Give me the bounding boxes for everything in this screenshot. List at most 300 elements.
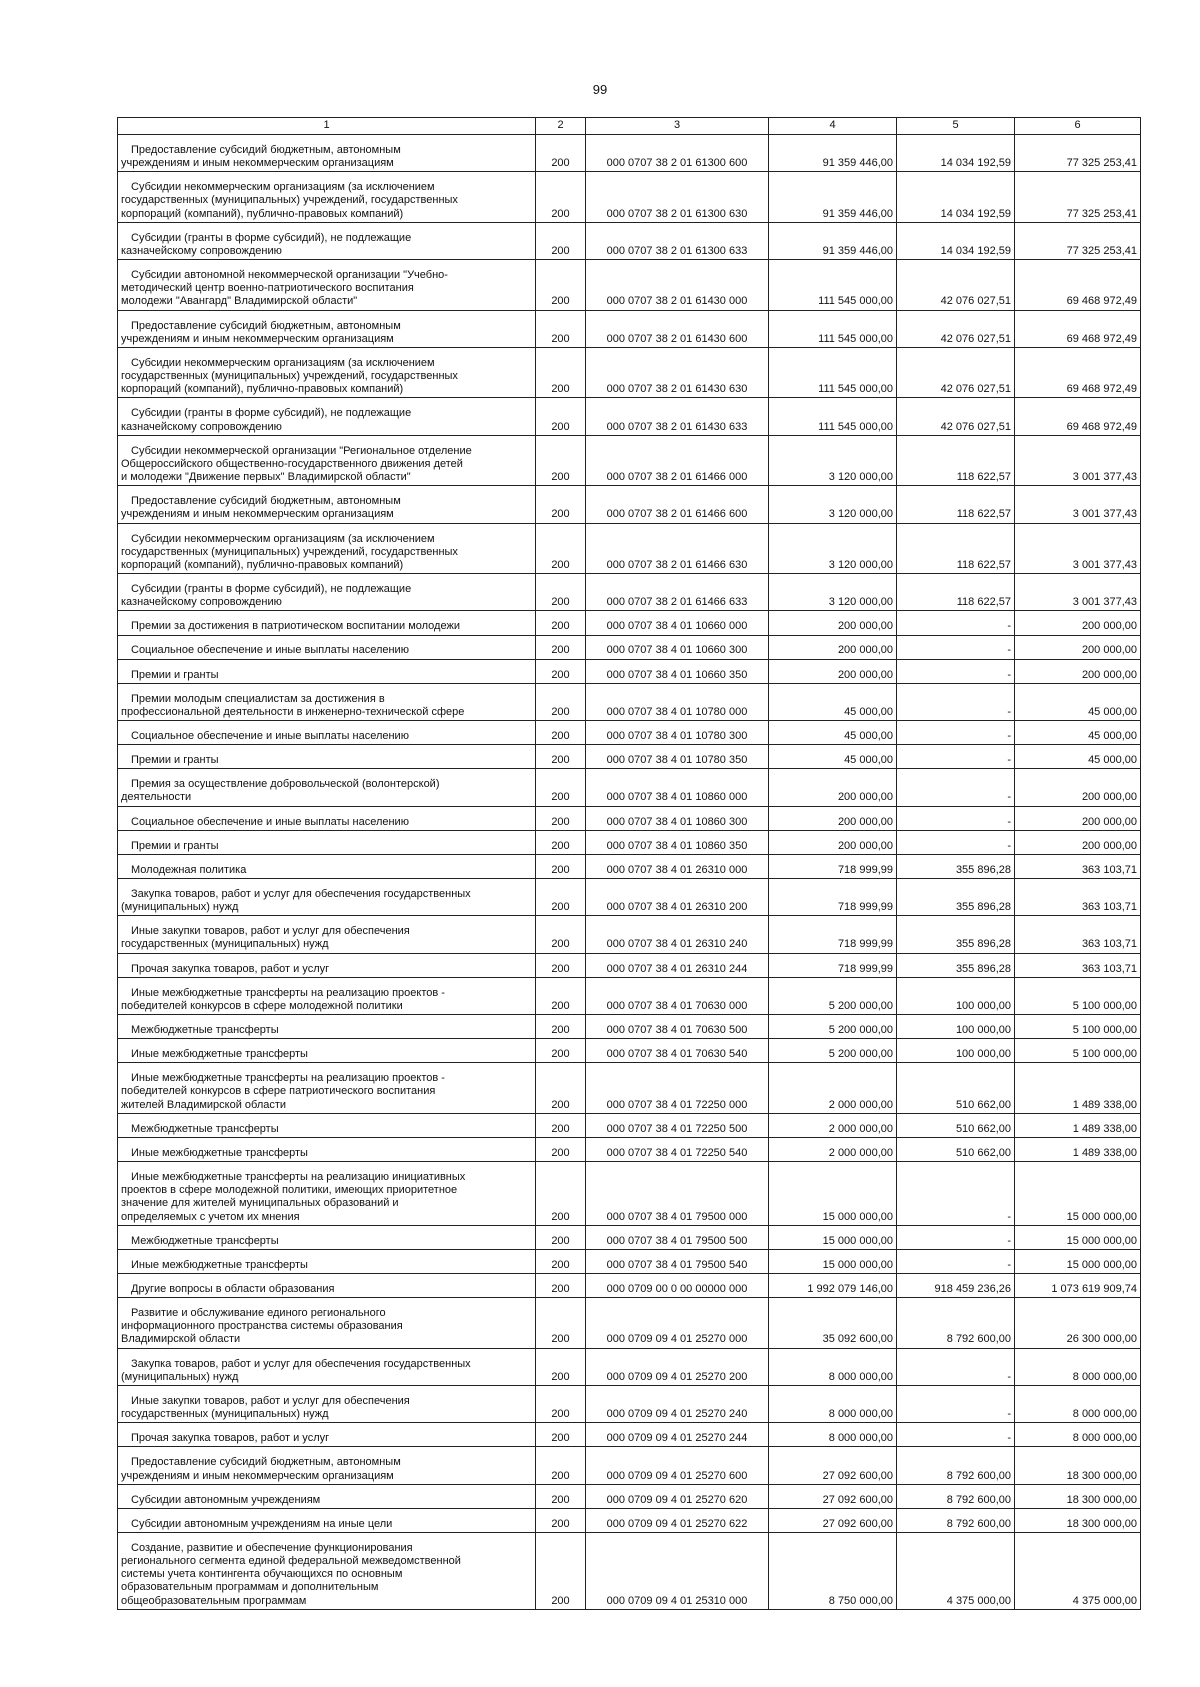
row-col6: 3 001 377,43 <box>1015 574 1141 611</box>
row-col6: 18 300 000,00 <box>1015 1447 1141 1484</box>
row-csr: 000 0709 09 4 01 25270 000 <box>586 1298 769 1349</box>
row-col5: 355 896,28 <box>897 854 1015 878</box>
table-row <box>118 1532 1141 1609</box>
row-col6: 77 325 253,41 <box>1015 135 1141 172</box>
row-name: Субсидии (гранты в форме субсидий), не подлежащие казначейскому сопровождению <box>118 398 536 435</box>
row-name: Иные межбюджетные трансферты на реализацию проектов - победителей конкурсов в сфере молодежной политики <box>118 977 536 1014</box>
row-name: Субсидии некоммерческим организациям (за исключением государственных (муниципальных) учреждений, государственных корпораций (компаний), публично-правовых компаний) <box>118 523 536 574</box>
row-name: Иные межбюджетные трансферты на реализацию проектов - победителей конкурсов в сфере патриотического воспитания жителей Владимирской области <box>118 1063 536 1114</box>
row-col5: - <box>897 1385 1015 1422</box>
row-col4: 8 000 000,00 <box>769 1423 897 1447</box>
row-name: Премии и гранты <box>118 659 536 683</box>
table-row <box>118 1274 1141 1298</box>
row-col5: 918 459 236,26 <box>897 1274 1015 1298</box>
row-col4: 91 359 446,00 <box>769 172 897 223</box>
row-col5: - <box>897 1249 1015 1273</box>
row-col5: - <box>897 1348 1015 1385</box>
row-csr: 000 0707 38 4 01 10780 300 <box>586 721 769 745</box>
row-col5: 510 662,00 <box>897 1063 1015 1114</box>
table-row <box>118 1348 1141 1385</box>
table-row <box>118 916 1141 953</box>
row-col6: 4 375 000,00 <box>1015 1532 1141 1609</box>
header-col-3: 3 <box>586 118 769 135</box>
row-col4: 15 000 000,00 <box>769 1162 897 1226</box>
row-col6: 1 489 338,00 <box>1015 1063 1141 1114</box>
row-name: Премии и гранты <box>118 745 536 769</box>
row-name: Закупка товаров, работ и услуг для обеспечения государственных (муниципальных) нужд <box>118 879 536 916</box>
row-col5: - <box>897 769 1015 806</box>
row-col6: 8 000 000,00 <box>1015 1423 1141 1447</box>
table-row <box>118 1423 1141 1447</box>
row-name: Прочая закупка товаров, работ и услуг <box>118 953 536 977</box>
row-col4: 111 545 000,00 <box>769 398 897 435</box>
row-csr: 000 0707 38 2 01 61300 600 <box>586 135 769 172</box>
row-col5: 100 000,00 <box>897 1015 1015 1039</box>
row-name: Иные межбюджетные трансферты <box>118 1249 536 1273</box>
row-csr: 000 0709 09 4 01 25270 600 <box>586 1447 769 1484</box>
row-col6: 8 000 000,00 <box>1015 1348 1141 1385</box>
row-code: 200 <box>536 1484 586 1508</box>
row-col4: 15 000 000,00 <box>769 1249 897 1273</box>
row-name: Предоставление субсидий бюджетным, автономным учреждениям и иным некоммерческим организациям <box>118 486 536 523</box>
row-name: Субсидии (гранты в форме субсидий), не подлежащие казначейскому сопровождению <box>118 222 536 259</box>
row-code: 200 <box>536 806 586 830</box>
row-csr: 000 0707 38 4 01 10660 000 <box>586 611 769 635</box>
row-name: Премии и гранты <box>118 830 536 854</box>
row-col4: 5 200 000,00 <box>769 977 897 1014</box>
row-code: 200 <box>536 435 586 486</box>
row-csr: 000 0707 38 2 01 61300 633 <box>586 222 769 259</box>
row-col5: - <box>897 830 1015 854</box>
row-col6: 5 100 000,00 <box>1015 977 1141 1014</box>
row-csr: 000 0707 38 4 01 10660 350 <box>586 659 769 683</box>
row-code: 200 <box>536 1508 586 1532</box>
row-col6: 5 100 000,00 <box>1015 1039 1141 1063</box>
row-col5: 118 622,57 <box>897 523 1015 574</box>
row-col4: 718 999,99 <box>769 879 897 916</box>
row-code: 200 <box>536 977 586 1014</box>
row-col6: 69 468 972,49 <box>1015 347 1141 398</box>
row-code: 200 <box>536 1225 586 1249</box>
row-col4: 3 120 000,00 <box>769 435 897 486</box>
row-csr: 000 0707 38 4 01 10860 300 <box>586 806 769 830</box>
table-row <box>118 830 1141 854</box>
table-row <box>118 1162 1141 1226</box>
row-name: Иные межбюджетные трансферты <box>118 1137 536 1161</box>
table-row <box>118 172 1141 223</box>
row-name: Премии за достижения в патриотическом воспитании молодежи <box>118 611 536 635</box>
row-col5: 510 662,00 <box>897 1113 1015 1137</box>
row-code: 200 <box>536 398 586 435</box>
row-name: Социальное обеспечение и иные выплаты населению <box>118 635 536 659</box>
row-col4: 27 092 600,00 <box>769 1508 897 1532</box>
row-col5: 14 034 192,59 <box>897 135 1015 172</box>
row-csr: 000 0707 38 2 01 61466 630 <box>586 523 769 574</box>
row-csr: 000 0707 38 4 01 10780 000 <box>586 683 769 720</box>
row-name: Межбюджетные трансферты <box>118 1015 536 1039</box>
row-name: Субсидии автономным учреждениям на иные цели <box>118 1508 536 1532</box>
table-row <box>118 611 1141 635</box>
row-code: 200 <box>536 1348 586 1385</box>
row-code: 200 <box>536 683 586 720</box>
row-col6: 77 325 253,41 <box>1015 222 1141 259</box>
row-col4: 200 000,00 <box>769 635 897 659</box>
row-col4: 718 999,99 <box>769 916 897 953</box>
row-col5: - <box>897 806 1015 830</box>
table-row <box>118 1508 1141 1532</box>
row-code: 200 <box>536 916 586 953</box>
table-row <box>118 1113 1141 1137</box>
row-code: 200 <box>536 1039 586 1063</box>
row-csr: 000 0707 38 2 01 61466 600 <box>586 486 769 523</box>
row-name: Закупка товаров, работ и услуг для обеспечения государственных (муниципальных) нужд <box>118 1348 536 1385</box>
row-code: 200 <box>536 1423 586 1447</box>
table-row <box>118 486 1141 523</box>
row-col6: 45 000,00 <box>1015 683 1141 720</box>
table-row <box>118 953 1141 977</box>
row-col5: - <box>897 1162 1015 1226</box>
row-name: Межбюджетные трансферты <box>118 1113 536 1137</box>
row-col4: 111 545 000,00 <box>769 260 897 311</box>
row-col4: 45 000,00 <box>769 683 897 720</box>
table-row <box>118 806 1141 830</box>
row-col4: 111 545 000,00 <box>769 310 897 347</box>
row-col4: 2 000 000,00 <box>769 1113 897 1137</box>
row-col5: - <box>897 659 1015 683</box>
row-csr: 000 0709 09 4 01 25310 000 <box>586 1532 769 1609</box>
row-col4: 91 359 446,00 <box>769 135 897 172</box>
row-col5: 355 896,28 <box>897 953 1015 977</box>
row-col6: 26 300 000,00 <box>1015 1298 1141 1349</box>
row-col5: 42 076 027,51 <box>897 260 1015 311</box>
row-col4: 111 545 000,00 <box>769 347 897 398</box>
table-row <box>118 745 1141 769</box>
row-code: 200 <box>536 347 586 398</box>
row-code: 200 <box>536 953 586 977</box>
row-name: Субсидии автономным учреждениям <box>118 1484 536 1508</box>
row-col6: 363 103,71 <box>1015 879 1141 916</box>
row-code: 200 <box>536 854 586 878</box>
table-row <box>118 1039 1141 1063</box>
row-col6: 15 000 000,00 <box>1015 1225 1141 1249</box>
row-col6: 200 000,00 <box>1015 806 1141 830</box>
row-code: 200 <box>536 1447 586 1484</box>
row-col6: 200 000,00 <box>1015 635 1141 659</box>
row-csr: 000 0707 38 4 01 10780 350 <box>586 745 769 769</box>
row-col6: 1 489 338,00 <box>1015 1113 1141 1137</box>
row-csr: 000 0709 09 4 01 25270 622 <box>586 1508 769 1532</box>
table-row <box>118 1298 1141 1349</box>
row-col4: 3 120 000,00 <box>769 574 897 611</box>
row-col4: 5 200 000,00 <box>769 1039 897 1063</box>
row-col6: 18 300 000,00 <box>1015 1484 1141 1508</box>
row-csr: 000 0707 38 4 01 72250 000 <box>586 1063 769 1114</box>
table-row <box>118 310 1141 347</box>
header-col-2: 2 <box>536 118 586 135</box>
row-col6: 1 489 338,00 <box>1015 1137 1141 1161</box>
row-col5: 42 076 027,51 <box>897 310 1015 347</box>
row-csr: 000 0709 09 4 01 25270 200 <box>586 1348 769 1385</box>
row-code: 200 <box>536 222 586 259</box>
row-name: Предоставление субсидий бюджетным, автономным учреждениям и иным некоммерческим организациям <box>118 135 536 172</box>
row-csr: 000 0707 38 2 01 61430 000 <box>586 260 769 311</box>
table-row <box>118 523 1141 574</box>
row-col5: 355 896,28 <box>897 916 1015 953</box>
row-col6: 363 103,71 <box>1015 854 1141 878</box>
row-name: Предоставление субсидий бюджетным, автономным учреждениям и иным некоммерческим организациям <box>118 1447 536 1484</box>
table-row <box>118 1249 1141 1273</box>
table-body <box>118 135 1141 1610</box>
row-name: Развитие и обслуживание единого регионального информационного пространства системы образования Владимирской области <box>118 1298 536 1349</box>
row-col6: 15 000 000,00 <box>1015 1249 1141 1273</box>
row-code: 200 <box>536 635 586 659</box>
row-col4: 15 000 000,00 <box>769 1225 897 1249</box>
table-row <box>118 683 1141 720</box>
row-name: Иные закупки товаров, работ и услуг для обеспечения государственных (муниципальных) нужд <box>118 916 536 953</box>
row-name: Прочая закупка товаров, работ и услуг <box>118 1423 536 1447</box>
row-col5: - <box>897 1225 1015 1249</box>
table-row <box>118 1063 1141 1114</box>
row-col6: 45 000,00 <box>1015 721 1141 745</box>
row-csr: 000 0707 38 4 01 70630 000 <box>586 977 769 1014</box>
row-code: 200 <box>536 486 586 523</box>
row-col5: 8 792 600,00 <box>897 1298 1015 1349</box>
row-col6: 200 000,00 <box>1015 611 1141 635</box>
row-col4: 8 000 000,00 <box>769 1348 897 1385</box>
table-row <box>118 1225 1141 1249</box>
row-code: 200 <box>536 879 586 916</box>
row-col4: 3 120 000,00 <box>769 486 897 523</box>
row-col5: - <box>897 721 1015 745</box>
table-row <box>118 1015 1141 1039</box>
row-col5: 8 792 600,00 <box>897 1508 1015 1532</box>
row-code: 200 <box>536 574 586 611</box>
row-col6: 18 300 000,00 <box>1015 1508 1141 1532</box>
row-name: Социальное обеспечение и иные выплаты населению <box>118 721 536 745</box>
row-csr: 000 0707 38 4 01 26310 200 <box>586 879 769 916</box>
row-csr: 000 0707 38 2 01 61466 000 <box>586 435 769 486</box>
row-code: 200 <box>536 1015 586 1039</box>
row-csr: 000 0707 38 2 01 61430 600 <box>586 310 769 347</box>
row-name: Межбюджетные трансферты <box>118 1225 536 1249</box>
header-col-1: 1 <box>118 118 536 135</box>
row-name: Молодежная политика <box>118 854 536 878</box>
table-row <box>118 854 1141 878</box>
row-code: 200 <box>536 830 586 854</box>
row-col6: 3 001 377,43 <box>1015 486 1141 523</box>
row-name: Создание, развитие и обеспечение функционирования регионального сегмента единой федеральной межведомственной системы учета контингента обучающихся по основным образовательным программам и дополнительным общеобразовательным программам <box>118 1532 536 1609</box>
row-col4: 2 000 000,00 <box>769 1137 897 1161</box>
row-col5: 510 662,00 <box>897 1137 1015 1161</box>
row-csr: 000 0709 00 0 00 00000 000 <box>586 1274 769 1298</box>
table-row <box>118 1447 1141 1484</box>
row-col4: 200 000,00 <box>769 659 897 683</box>
row-col6: 5 100 000,00 <box>1015 1015 1141 1039</box>
row-name: Субсидии (гранты в форме субсидий), не подлежащие казначейскому сопровождению <box>118 574 536 611</box>
row-col6: 3 001 377,43 <box>1015 435 1141 486</box>
table-row <box>118 1137 1141 1161</box>
row-code: 200 <box>536 1249 586 1273</box>
table-row <box>118 879 1141 916</box>
row-col6: 77 325 253,41 <box>1015 172 1141 223</box>
row-col6: 69 468 972,49 <box>1015 310 1141 347</box>
row-col4: 8 750 000,00 <box>769 1532 897 1609</box>
row-col5: - <box>897 683 1015 720</box>
row-col5: 118 622,57 <box>897 486 1015 523</box>
row-col5: 4 375 000,00 <box>897 1532 1015 1609</box>
row-col4: 8 000 000,00 <box>769 1385 897 1422</box>
row-code: 200 <box>536 260 586 311</box>
table-row <box>118 1484 1141 1508</box>
row-csr: 000 0707 38 4 01 10860 000 <box>586 769 769 806</box>
row-name: Иные межбюджетные трансферты <box>118 1039 536 1063</box>
row-col4: 91 359 446,00 <box>769 222 897 259</box>
row-code: 200 <box>536 659 586 683</box>
row-col4: 5 200 000,00 <box>769 1015 897 1039</box>
table-row <box>118 635 1141 659</box>
table-row <box>118 977 1141 1014</box>
row-col6: 3 001 377,43 <box>1015 523 1141 574</box>
row-csr: 000 0707 38 2 01 61466 633 <box>586 574 769 611</box>
row-col4: 200 000,00 <box>769 830 897 854</box>
header-col-6: 6 <box>1015 118 1141 135</box>
row-name: Субсидии некоммерческим организациям (за исключением государственных (муниципальных) учреждений, государственных корпораций (компаний), публично-правовых компаний) <box>118 347 536 398</box>
row-csr: 000 0707 38 2 01 61430 633 <box>586 398 769 435</box>
table-row <box>118 721 1141 745</box>
row-name: Субсидии автономной некоммерческой организации "Учебно- методический центр военно-патриотического воспитания молодежи "Авангард" Владимирской области" <box>118 260 536 311</box>
row-col5: 118 622,57 <box>897 435 1015 486</box>
table-row <box>118 659 1141 683</box>
table-row <box>118 769 1141 806</box>
row-col6: 1 073 619 909,74 <box>1015 1274 1141 1298</box>
budget-table <box>117 117 1141 1610</box>
table-row <box>118 398 1141 435</box>
row-col6: 200 000,00 <box>1015 659 1141 683</box>
row-code: 200 <box>536 1385 586 1422</box>
row-code: 200 <box>536 172 586 223</box>
row-csr: 000 0707 38 4 01 10660 300 <box>586 635 769 659</box>
row-col4: 1 992 079 146,00 <box>769 1274 897 1298</box>
row-col6: 363 103,71 <box>1015 953 1141 977</box>
row-code: 200 <box>536 1162 586 1226</box>
header-row <box>118 118 1141 135</box>
row-col4: 27 092 600,00 <box>769 1447 897 1484</box>
row-col4: 200 000,00 <box>769 806 897 830</box>
row-name: Субсидии некоммерческим организациям (за исключением государственных (муниципальных) учреждений, государственных корпораций (компаний), публично-правовых компаний) <box>118 172 536 223</box>
row-code: 200 <box>536 1113 586 1137</box>
row-col5: 100 000,00 <box>897 1039 1015 1063</box>
table-row <box>118 135 1141 172</box>
row-col6: 69 468 972,49 <box>1015 398 1141 435</box>
row-col5: 118 622,57 <box>897 574 1015 611</box>
row-code: 200 <box>536 1063 586 1114</box>
row-col4: 27 092 600,00 <box>769 1484 897 1508</box>
row-col6: 69 468 972,49 <box>1015 260 1141 311</box>
row-csr: 000 0707 38 4 01 72250 540 <box>586 1137 769 1161</box>
row-col6: 45 000,00 <box>1015 745 1141 769</box>
row-name: Другие вопросы в области образования <box>118 1274 536 1298</box>
row-csr: 000 0707 38 2 01 61300 630 <box>586 172 769 223</box>
row-col5: - <box>897 611 1015 635</box>
table-row <box>118 574 1141 611</box>
row-col5: - <box>897 635 1015 659</box>
row-col5: 42 076 027,51 <box>897 398 1015 435</box>
row-col5: 14 034 192,59 <box>897 172 1015 223</box>
row-code: 200 <box>536 135 586 172</box>
row-csr: 000 0709 09 4 01 25270 240 <box>586 1385 769 1422</box>
row-col5: 42 076 027,51 <box>897 347 1015 398</box>
row-csr: 000 0709 09 4 01 25270 244 <box>586 1423 769 1447</box>
header-col-4: 4 <box>769 118 897 135</box>
row-col4: 35 092 600,00 <box>769 1298 897 1349</box>
row-csr: 000 0707 38 4 01 79500 540 <box>586 1249 769 1273</box>
table-row <box>118 260 1141 311</box>
row-code: 200 <box>536 523 586 574</box>
row-code: 200 <box>536 1298 586 1349</box>
row-csr: 000 0707 38 4 01 79500 500 <box>586 1225 769 1249</box>
row-csr: 000 0707 38 4 01 70630 540 <box>586 1039 769 1063</box>
table-row <box>118 435 1141 486</box>
row-code: 200 <box>536 1274 586 1298</box>
row-code: 200 <box>536 769 586 806</box>
row-col5: 8 792 600,00 <box>897 1484 1015 1508</box>
table-row <box>118 222 1141 259</box>
row-code: 200 <box>536 1532 586 1609</box>
row-col5: - <box>897 1423 1015 1447</box>
row-code: 200 <box>536 611 586 635</box>
row-col5: 355 896,28 <box>897 879 1015 916</box>
row-csr: 000 0707 38 4 01 70630 500 <box>586 1015 769 1039</box>
row-code: 200 <box>536 745 586 769</box>
table-row <box>118 1385 1141 1422</box>
row-col4: 45 000,00 <box>769 745 897 769</box>
table-row <box>118 347 1141 398</box>
row-col4: 3 120 000,00 <box>769 523 897 574</box>
row-code: 200 <box>536 1137 586 1161</box>
row-code: 200 <box>536 310 586 347</box>
row-col4: 200 000,00 <box>769 769 897 806</box>
row-csr: 000 0707 38 4 01 26310 240 <box>586 916 769 953</box>
row-col6: 200 000,00 <box>1015 769 1141 806</box>
row-col5: 8 792 600,00 <box>897 1447 1015 1484</box>
row-csr: 000 0707 38 4 01 79500 000 <box>586 1162 769 1226</box>
row-col6: 200 000,00 <box>1015 830 1141 854</box>
row-name: Иные закупки товаров, работ и услуг для обеспечения государственных (муниципальных) нужд <box>118 1385 536 1422</box>
row-name: Иные межбюджетные трансферты на реализацию инициативных проектов в сфере молодежной политики, имеющих приоритетное значение для жителей муниципальных образований и определяемых с учетом их мнения <box>118 1162 536 1226</box>
row-col5: 100 000,00 <box>897 977 1015 1014</box>
row-col6: 363 103,71 <box>1015 916 1141 953</box>
row-csr: 000 0707 38 4 01 26310 244 <box>586 953 769 977</box>
row-csr: 000 0707 38 4 01 10860 350 <box>586 830 769 854</box>
row-col5: - <box>897 745 1015 769</box>
row-csr: 000 0707 38 4 01 26310 000 <box>586 854 769 878</box>
row-name: Социальное обеспечение и иные выплаты населению <box>118 806 536 830</box>
row-col5: 14 034 192,59 <box>897 222 1015 259</box>
row-csr: 000 0709 09 4 01 25270 620 <box>586 1484 769 1508</box>
row-csr: 000 0707 38 4 01 72250 500 <box>586 1113 769 1137</box>
row-name: Предоставление субсидий бюджетным, автономным учреждениям и иным некоммерческим организациям <box>118 310 536 347</box>
row-col6: 15 000 000,00 <box>1015 1162 1141 1226</box>
row-col6: 8 000 000,00 <box>1015 1385 1141 1422</box>
row-name: Субсидии некоммерческой организации "Региональное отделение Общероссийского общественно-государственного движения детей и молодежи "Движение первых" Владимирской области" <box>118 435 536 486</box>
row-code: 200 <box>536 721 586 745</box>
row-col4: 45 000,00 <box>769 721 897 745</box>
row-csr: 000 0707 38 2 01 61430 630 <box>586 347 769 398</box>
page-number: 99 <box>592 82 608 97</box>
row-col4: 718 999,99 <box>769 953 897 977</box>
header-col-5: 5 <box>897 118 1015 135</box>
row-name: Премия за осуществление добровольческой (волонтерской) деятельности <box>118 769 536 806</box>
